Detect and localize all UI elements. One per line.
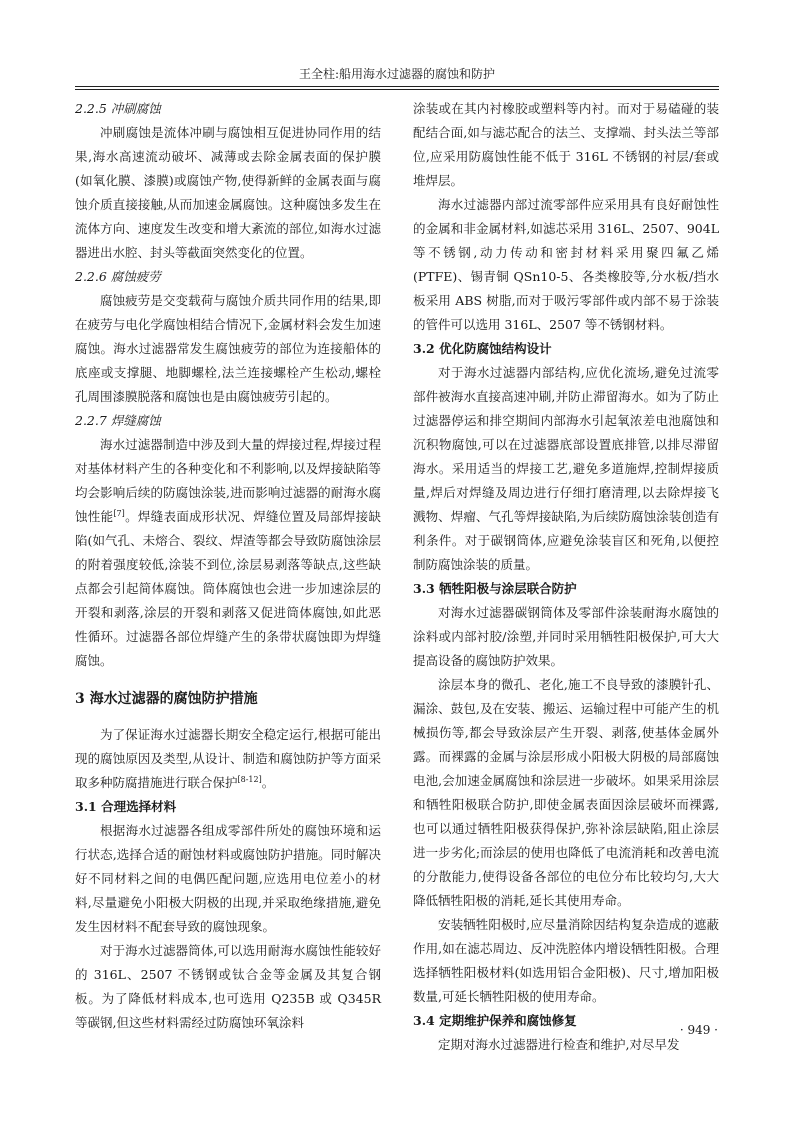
paragraph-material-selection-1: 根据海水过滤器各组成零部件所处的腐蚀环境和运行状态,选择合适的耐蚀材料或腐蚀防护措施。同时解决好不同材料之间的电偶匹配问题,应选用电位差小的材料,尽量避免小阳极大阴极的出现,并采取绝缘措施,避免发生因材料不配套导致的腐蚀现象。: [75, 823, 381, 934]
paragraph-maintenance: 定期对海水过滤器进行检查和维护,对尽早发: [438, 1037, 680, 1052]
weld-text-a: 海水过滤器制造中涉及到大量的焊接过程,焊接过程对基体材料产生的各种变化和不利影响,以及焊接缺陷等均会影响后续的防腐蚀涂装,进而影响过滤器的耐海水腐蚀性能: [75, 437, 381, 524]
paragraph-anode-coating-3: 安装牺牲阳极时,应尽量消除因结构复杂造成的遮蔽作用,如在滤芯周边、反冲洗腔体内增设牺牲阳极。合理选择牺牲阳极材料(如选用铝合金阳极)、尺寸,增加阳极数量,可延长牺牲阳极的使用寿命。: [413, 917, 719, 1004]
paragraph-weld-corrosion: [75, 433, 381, 673]
citation-ref-7: [7]: [113, 508, 125, 518]
paragraph-section-3-intro: [75, 723, 381, 795]
subsection-heading-2-2-5: 2.2.5 冲刷腐蚀: [75, 101, 161, 116]
subsection-heading-3-3: 3.3 牺牲阳极与涂层联合防护: [413, 581, 577, 596]
paragraph-anode-coating-2: 涂层本身的微孔、老化,施工不良导致的漆膜针孔、漏涂、鼓包,及在安装、搬运、运输过程中可能产生的机械损伤等,都会导致涂层产生开裂、剥落,使基体金属外露。而裸露的金属与涂层形成小阳极大阴极的局部腐蚀电池,会加速金属腐蚀和涂层进一步破坏。如果采用涂层和牺牲阳极联合防护,即使金属表面因涂层破坏而裸露,也可以通过牺牲阳极获得保护,弥补涂层缺陷,阻止涂层进一步劣化;而涂层的使用也降低了电流消耗和改善电流的分散能力,使得设备各部位的电位分布比较均匀,大大降低牺牲阳极的消耗,延长其使用寿命。: [413, 677, 719, 908]
header-rule-top: [75, 86, 719, 87]
subsection-heading-2-2-6: 2.2.6 腐蚀疲劳: [75, 269, 161, 284]
subsection-heading-3-1: 3.1 合理选择材料: [75, 799, 177, 814]
paragraph-corrosion-fatigue: 腐蚀疲劳是交变载荷与腐蚀介质共同作用的结果,即在疲劳与电化学腐蚀相结合情况下,金属材料会发生加速腐蚀。海水过滤器常发生腐蚀疲劳的部位为连接船体的底座或支撑腿、地脚螺栓,法兰连接螺栓产生松动,螺栓孔周围漆膜脱落和腐蚀也是由腐蚀疲劳引起的。: [75, 293, 381, 404]
weld-text-b: 。焊缝表面成形状况、焊缝位置及局部焊接缺陷(如气孔、未熔合、裂纹、焊渣等都会导致防腐蚀涂层的附着强度较低,涂装不到位,涂层易剥落等缺点,这些缺点都会引起简体腐蚀。筒体腐蚀也会进一步加速涂层的开裂和剥落,涂层的开裂和剥落又促进筒体腐蚀,如此恶性循环。过滤器各部位焊缝产生的条带状腐蚀即为焊缝腐蚀。: [75, 509, 381, 668]
citation-ref-8-12: [8-12]: [237, 774, 262, 784]
intro-text-a: 为了保证海水过滤器长期安全稳定运行,根据可能出现的腐蚀原因及类型,从设计、制造和腐蚀防护等方面采取多种防腐措施进行联合保护: [75, 727, 381, 790]
paragraph-internal-parts: 海水过滤器内部过流零部件应采用具有良好耐蚀性的金属和非金属材料,如滤芯采用 316L、2507、904L 等不锈钢,动力传动和密封材料采用聚四氟乙烯(PTFE)、锡青铜 QSn10-5、各类橡胶等,分水板/挡水板采用 ABS 树脂,而对于吸污零部件或内部不易于涂装的管件可以选用 316L、2507 等不锈钢材料。: [413, 197, 719, 332]
running-header: 王全柱:船用海水过滤器的腐蚀和防护: [298, 67, 496, 81]
paragraph-material-selection-2: 对于海水过滤器筒体,可以选用耐海水腐蚀性能较好的 316L、2507 不锈钢或钛合金等金属及其复合钢板。为了降低材料成本,也可选用 Q235B 或 Q345R 等碳钢,但这些材料需经过防腐蚀环氧涂料: [75, 943, 381, 1030]
subsection-heading-3-2: 3.2 优化防腐蚀结构设计: [413, 341, 552, 356]
subsection-heading-3-4: 3.4 定期维护保养和腐蚀修复: [413, 1013, 577, 1028]
paragraph-structure-design: 对于海水过滤器内部结构,应优化流场,避免过流零部件被海水直接高速冲刷,并防止滞留海水。如为了防止过滤器停运和排空期间内部海水引起氧浓差电池腐蚀和沉积物腐蚀,可以在过滤器底部设置底排管,以排尽滞留海水。采用适当的焊接工艺,避免多道施焊,控制焊接质量,焊后对焊缝及周边进行仔细打磨清理,以去除焊接飞溅物、焊瘤、气孔等焊接缺陷,为后续防腐蚀涂装创造有利条件。对于碳钢筒体,应避免涂装盲区和死角,以便控制防腐蚀涂装的质量。: [413, 365, 719, 572]
subsection-heading-2-2-7: 2.2.7 焊缝腐蚀: [75, 413, 161, 428]
right-column: [413, 97, 719, 1057]
paragraph-anode-coating-1: 对海水过滤器碳钢筒体及零部件涂装耐海水腐蚀的涂料或内部衬胶/涂塑,并同时采用牺牲阳极保护,可大大提高设备的腐蚀防护效果。: [413, 605, 719, 668]
page-number: · 949 ·: [679, 1023, 718, 1037]
section-heading-3: 3 海水过滤器的腐蚀防护措施: [75, 691, 258, 707]
paragraph-continued: 涂装或在其内衬橡胶或塑料等内衬。而对于易磕碰的装配结合面,如与滤芯配合的法兰、支撑端、封头法兰等部位,应采用防腐蚀性能不低于 316L 不锈钢的衬层/套或堆焊层。: [413, 101, 719, 188]
intro-text-b: 。: [261, 775, 275, 790]
header-rule-bottom: [75, 89, 719, 90]
paragraph-erosion-corrosion: 冲刷腐蚀是流体冲刷与腐蚀相互促进协同作用的结果,海水高速流动破坏、减薄或去除金属表面的保护膜(如氧化膜、漆膜)或腐蚀产物,使得新鲜的金属表面与腐蚀介质直接接触,从而加速金属腐蚀。这种腐蚀多发生在流体方向、速度发生改变和增大紊流的部位,如海水过滤器进出水腔、封头等截面突然变化的位置。: [75, 125, 381, 260]
left-column: [75, 97, 381, 1035]
